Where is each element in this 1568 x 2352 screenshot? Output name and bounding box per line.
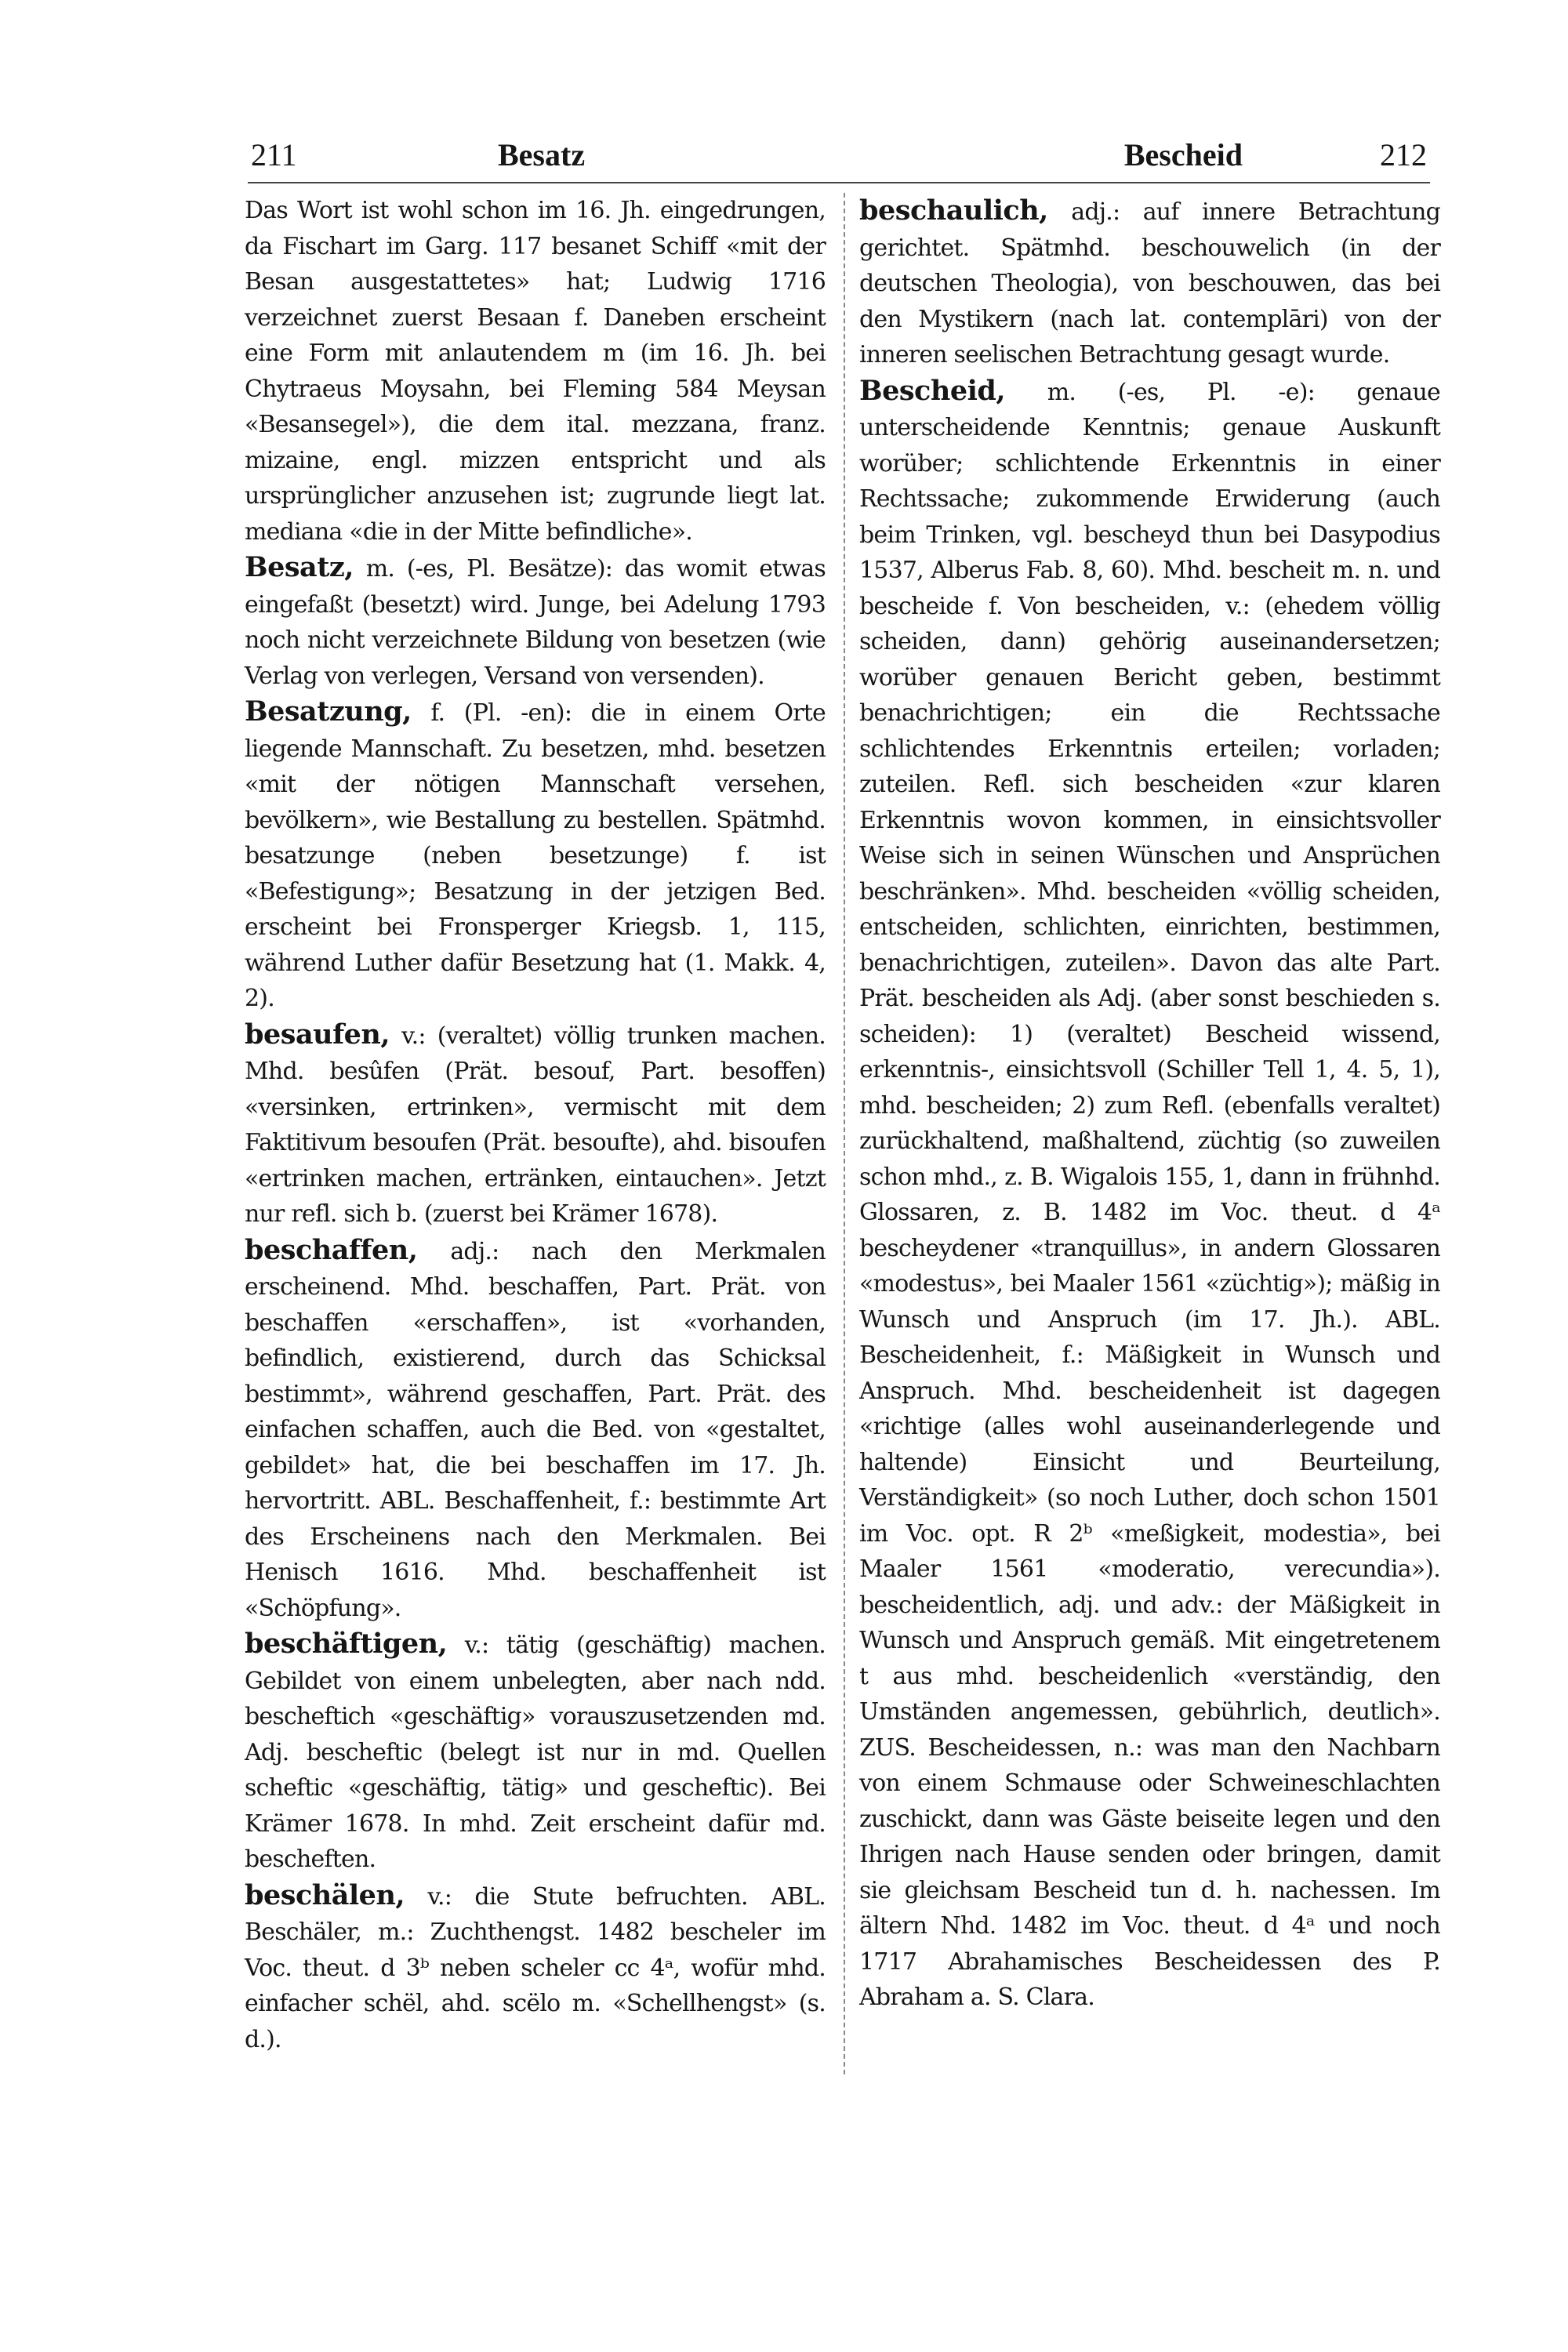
entry-besatzung [245, 694, 826, 1017]
entry-lemma: beschäftigen, [245, 1628, 448, 1660]
entry-beschaulich [859, 193, 1440, 373]
entry-beschaffen [245, 1232, 826, 1627]
entry-lemma: Besatzung, [245, 695, 412, 728]
entry-beschaelen [245, 1878, 826, 2058]
entry-text: v.: (veraltet) völlig trunken machen. Mhd. besûfen (Prät. besouf, Part. besoffen) «versinken, ertrinken», vermischt mit dem Faktitivum besoufen (Prät. besoufte), ahd. bisoufen «ertrinken machen, ertränken, eintauchen». Jetzt nur refl. sich b. (zuerst bei Krämer 1678). [245, 1022, 826, 1228]
entry-text: v.: tätig (geschäftig) machen. Gebildet von einem unbelegten, aber nach ndd. bescheftich «geschäftig» vorauszusetzenden md. Adj. bescheftic (belegt ist nur in md. Quellen scheftic «geschäftig, tätig» und gescheftic). Bei Krämer 1678. In mhd. Zeit erscheint dafür md. bescheften. [245, 1632, 826, 1873]
entry-bescheid [859, 373, 1440, 2016]
entry-text: adj.: nach den Merkmalen erscheinend. Mhd. beschaffen, Part. Prät. von beschaffen «erschaffen», ist «vorhanden, befindlich, existierend, durch das Schicksal bestimmt», während geschaffen, Part. Prät. des einfachen schaffen, auch die Bed. von «gestaltet, gebildet» hat, die bei beschaffen im 17. Jh. hervortritt. ABL. Beschaffenheit, f.: bestimmte Art des Erscheinens nach den Merkmalen. Bei Henisch 1616. Mhd. beschaffenheit ist «Schöpfung». [245, 1237, 826, 1622]
entry-continuation [245, 193, 826, 550]
page-number-right: 212 [1380, 137, 1427, 172]
left-column [245, 193, 826, 2057]
entry-lemma: beschälen, [245, 1878, 405, 1911]
entry-lemma: beschaffen, [245, 1233, 418, 1266]
header-keyword-left: Besatz [498, 137, 586, 172]
entry-text: v.: die Stute befruchten. ABL. Beschäler, m.: Zuchthengst. 1482 bescheler im Voc. theut. d 3ᵇ neben scheler cc 4ᵃ, wofür mhd. einfacher schël, ahd. scëlo m. «Schellhengst» (s. d.). [245, 1882, 826, 2053]
entry-besatz [245, 550, 826, 694]
right-column [859, 193, 1440, 2016]
entry-text: m. (-es, Pl. Besätze): das womit etwas eingefaßt (besetzt) wird. Junge, bei Adelung 1793 noch nicht verzeichnete Bildung von besetzen (wie Verlag von verlegen, Versand von versenden). [245, 555, 826, 690]
entry-text: m. (-es, Pl. -e): genaue unterscheidende Kenntnis; genaue Auskunft worüber; schlichtende Erkenntnis in einer Rechtssache; zukommende Erwiderung (auch beim Trinken, vgl. bescheyd thun bei Dasypodius 1537, Alberus Fab. 8, 60). Mhd. bescheit m. n. und bescheide f. Von bescheiden, v.: (ehedem völlig scheiden, dann) gehörig auseinandersetzen; worüber genauen Bericht geben, bestimmt benachrichtigen; ein die Rechtssache schlichtendes Erkenntnis erteilen; vorladen; zuteilen. Refl. sich bescheiden «zur klaren Erkenntnis wovon kommen, in einsichtsvoller Weise sich in seinen Wünschen und Ansprüchen beschränken». Mhd. bescheiden «völlig scheiden, entscheiden, schlichten, einrichten, bestimmen, benachrichtigen, zuteilen». Davon das alte Part. Prät. bescheiden als Adj. (aber sonst beschieden s. scheiden): 1) (veraltet) Bescheid wissend, erkenntnis-, einsichtsvoll (Schiller Tell 1, 4. 5, 1), mhd. bescheiden; 2) zum Refl. (ebenfalls veraltet) zurückhaltend, maßhaltend, züchtig (so zuweilen schon mhd., z. B. Wigalois 155, 1, dann in frühnhd. Glossaren, z. B. 1482 im Voc. theut. d 4ᵃ bescheydener «tranquillus», in andern Glossaren «modestus», bei Maaler 1561 «züchtig»); mäßig in Wunsch und Anspruch (im 17. Jh.). ABL. Bescheidenheit, f.: Mäßigkeit in Wunsch und Anspruch. Mhd. bescheidenheit ist dagegen «richtige (alles wohl auseinanderlegende und haltende) Einsicht und Beurteilung, Verständigkeit» (so noch Luther, doch schon 1501 im Voc. opt. R 2ᵇ «meßigkeit, modestia», bei Maaler 1561 «moderatio, verecundia»). bescheidentlich, adj. und adv.: der Mäßigkeit in Wunsch und Anspruch gemäß. Mit eingetretenem t aus mhd. bescheidenlich «verständig, den Umständen angemessen, gebührlich, deutlich». ZUS. Bescheidessen, n.: was man den Nachbarn von einem Schmause oder Schweineschlachten zuschickt, dann was Gäste beiseite legen und den Ihrigen nach Hause senden oder bringen, damit sie gleichsam Bescheid tun d. h. nachessen. Im ältern Nhd. 1482 im Voc. theut. d 4ᵃ und noch 1717 Abrahamisches Bescheidessen des P. Abraham a. S. Clara. [859, 378, 1440, 2011]
entry-lemma: besaufen, [245, 1018, 390, 1051]
entry-lemma: beschaulich, [859, 194, 1048, 227]
page-number-left: 211 [251, 137, 297, 172]
entry-beschaeftigen [245, 1626, 826, 1878]
entry-lemma: Besatz, [245, 551, 354, 583]
entry-text: f. (Pl. -en): die in einem Orte liegende Mannschaft. Zu besetzen, mhd. besetzen «mit der nötigen Mannschaft versehen, bevölkern», wie Bestallung zu bestellen. Spätmhd. besatzunge (neben besetzunge) f. ist «Befestigung»; Besatzung in der jetzigen Bed. erscheint bei Fronsperger Kriegsb. 1, 115, während Luther dafür Besetzung hat (1. Makk. 4, 2). [245, 699, 826, 1012]
header-keyword-right: Bescheid [1123, 137, 1243, 172]
column-divider [844, 193, 845, 2074]
entry-besaufen [245, 1017, 826, 1232]
entry-text: Das Wort ist wohl schon im 16. Jh. eingedrungen, da Fischart im Garg. 117 besanet Schiff «mit der Besan ausgestattetes» hat; Ludwig 1716 verzeichnet zuerst Besaan f. Daneben erscheint eine Form mit anlautendem m (im 16. Jh. bei Chytraeus Moysahn, bei Fleming 584 Meysan «Besansegel»), die dem ital. mezzana, franz. mizaine, engl. mizzen entspricht und als ursprünglicher anzusehen ist; zugrunde liegt lat. mediana «die in der Mitte befindliche». [245, 197, 826, 546]
running-header [251, 132, 1427, 179]
header-rule [248, 182, 1430, 183]
entry-lemma: Bescheid, [859, 374, 1006, 407]
entry-text: adj.: auf innere Betrachtung gerichtet. Spätmhd. beschouwelich (in der deutschen Theologia), von beschouwen, das bei den Mystikern (nach lat. contemplāri) von der inneren seelischen Betrachtung gesagt wurde. [859, 198, 1440, 368]
